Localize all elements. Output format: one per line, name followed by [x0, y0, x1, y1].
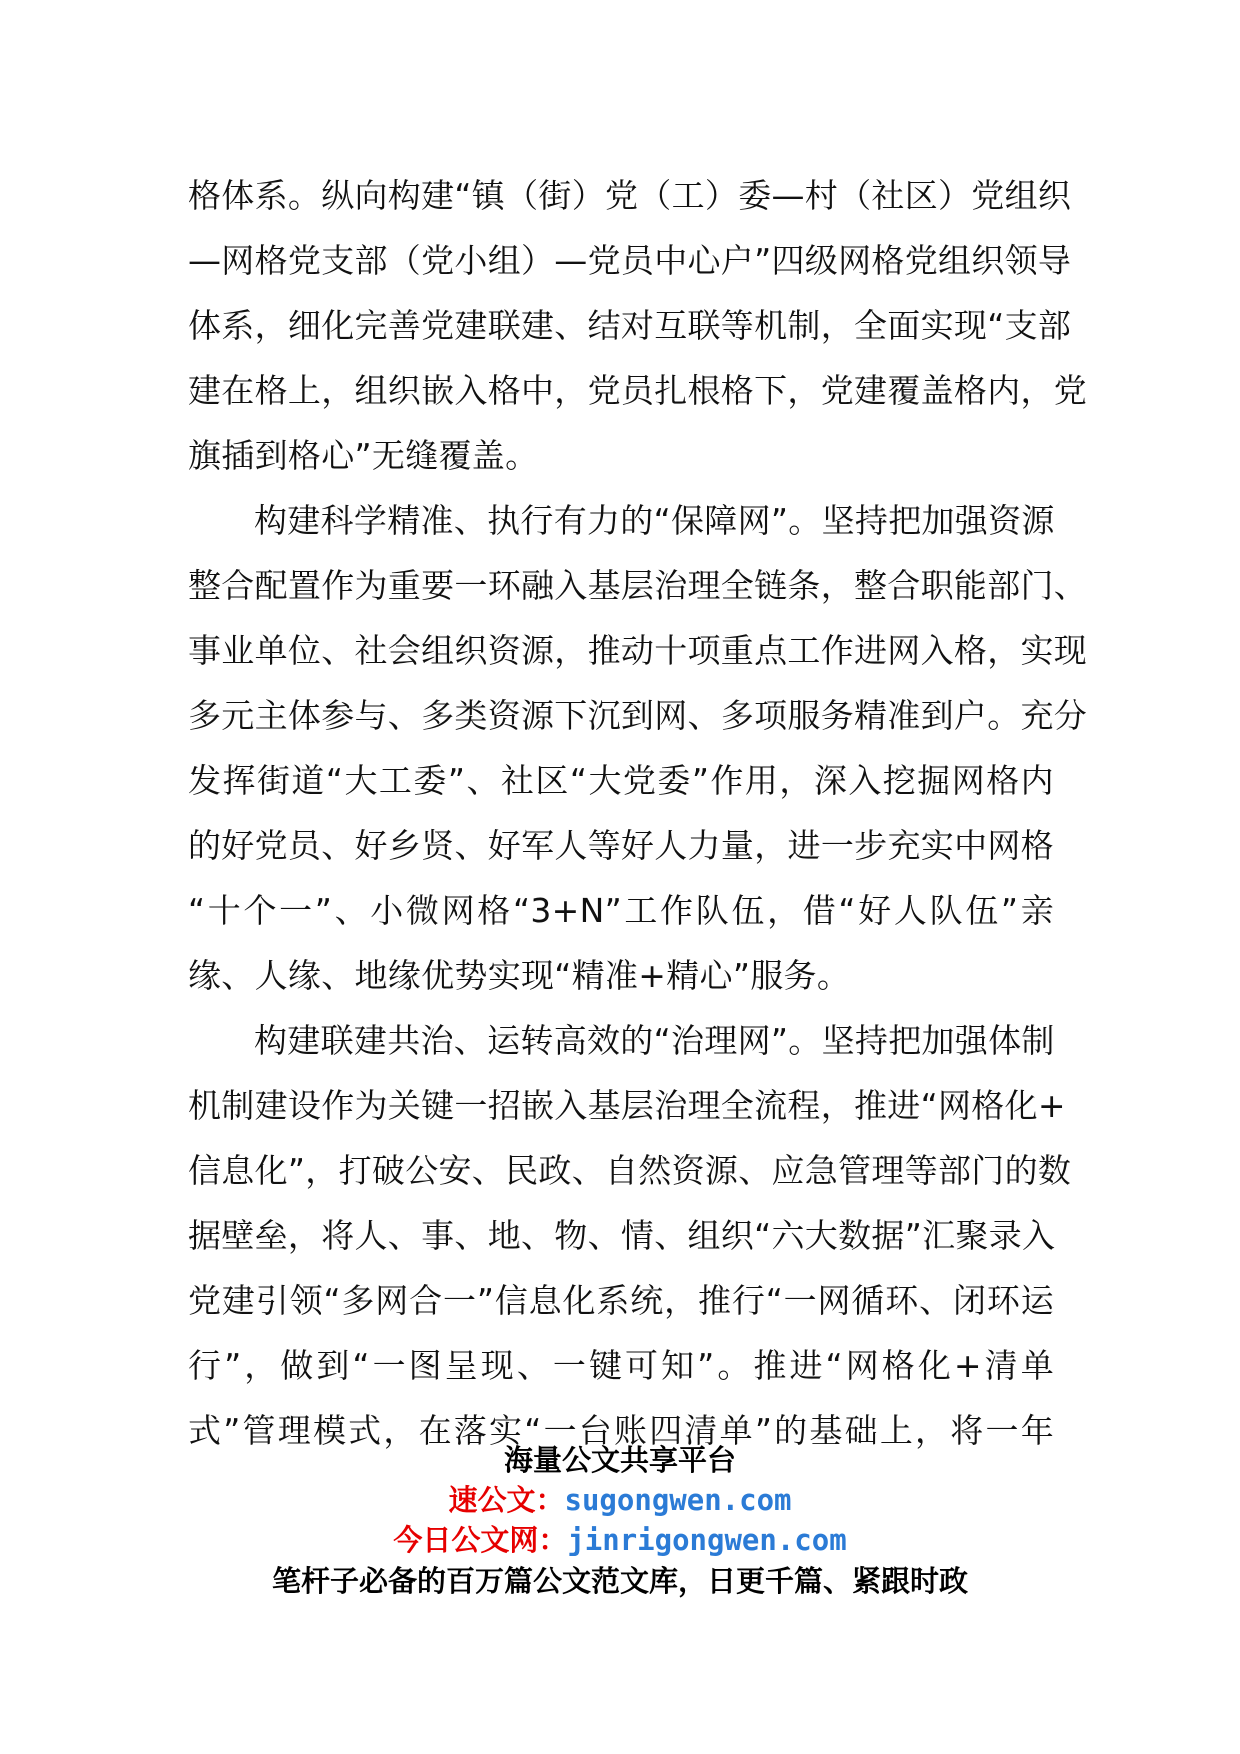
site1-link[interactable]: sugongwen.com [564, 1483, 792, 1517]
text-line: 旗插到格心”无缝覆盖。 [188, 436, 539, 475]
text-line: 事业单位、社会组织资源，推动十项重点工作进网入格，实现 [188, 631, 1088, 670]
footer-slogan: 笔杆子必备的百万篇公文范文库，日更千篇、紧跟时政 [271, 1564, 968, 1598]
footer-banner [0, 1440, 1240, 1602]
site2-label: 今日公文网： [393, 1523, 568, 1557]
text-line: 格体系。纵向构建“镇（街）党（工）委—村（社区）党组织 [188, 176, 1072, 215]
site2-link[interactable]: jinrigongwen.com [567, 1523, 847, 1557]
text-line: —网格党支部（党小组）—党员中心户”四级网格党组织领导 [188, 241, 1072, 280]
text-line: 缘、人缘、地缘优势实现“精准+精心”服务。 [188, 956, 851, 995]
text-line: 整合配置作为重要一环融入基层治理全链条，整合职能部门、 [188, 566, 1088, 605]
text-line: 信息化”，打破公安、民政、自然资源、应急管理等部门的数 [188, 1151, 1072, 1190]
document-body [188, 163, 1088, 1463]
text-line: 行”，做到“一图呈现、一键可知”。推进“网格化+清单 [188, 1346, 1054, 1385]
text-line: 体系，细化完善党建联建、结对互联等机制，全面实现“支部 [188, 306, 1072, 345]
footer-title: 海量公文共享平台 [503, 1443, 736, 1477]
text-line: 机制建设作为关键一招嵌入基层治理全流程，推进“网格化+ [188, 1086, 1066, 1125]
text-line: 多元主体参与、多类资源下沉到网、多项服务精准到户。充分 [188, 696, 1088, 735]
text-line: 据壁垒，将人、事、地、物、情、组织“六大数据”汇聚录入 [188, 1216, 1056, 1255]
text-line: 建在格上，组织嵌入格中，党员扎根格下，党建覆盖格内，党 [188, 371, 1088, 410]
text-line: 发挥街道“大工委”、社区“大党委”作用，深入挖掘网格内 [188, 761, 1054, 800]
footer-site1 [0, 1480, 1240, 1520]
paragraph-start-line: 构建联建共治、运转高效的“治理网”。坚持把加强体制 [254, 1021, 1055, 1060]
site1-label: 速公文： [448, 1483, 565, 1517]
text-line: “十个一”、小微网格“3+N”工作队伍，借“好人队伍”亲 [188, 891, 1054, 930]
text-line: 的好党员、好乡贤、好军人等好人力量，进一步充实中网格 [188, 826, 1054, 865]
footer-site2 [0, 1520, 1240, 1560]
paragraph-start-line: 构建科学精准、执行有力的“保障网”。坚持把加强资源 [254, 501, 1055, 540]
text-line: 式”管理模式，在落实“一台账四清单”的基础上，将一年 [188, 1411, 1054, 1450]
text-line: 党建引领“多网合一”信息化系统，推行“一网循环、闭环运 [188, 1281, 1054, 1320]
